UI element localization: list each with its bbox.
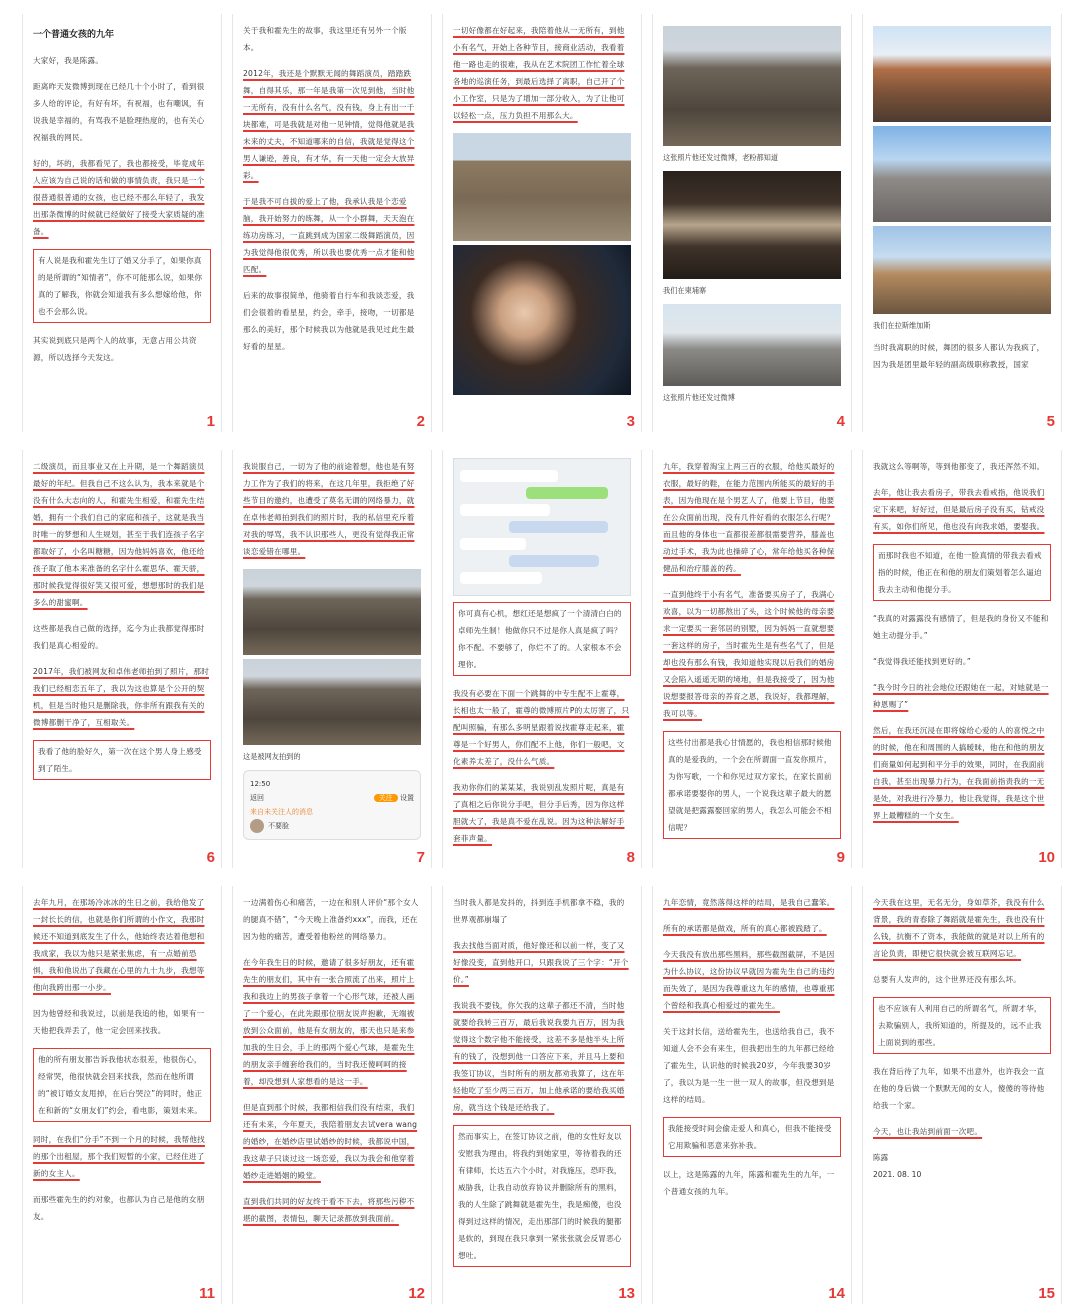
comment-boxed: 你可真有心机，想红还是想疯了一个清清白白的卓师先生制！他做你只不过是你人真是疯了吗？你不配。不要够了，你烂不了的。人家根本不会理你。 — [453, 602, 631, 676]
street-photo — [663, 304, 841, 386]
avatar — [250, 819, 264, 833]
paragraph: 距离昨天发微博到现在已经几十个小时了，看到很多人给的评论，有好有坏，有祝福，也有嘲讽，有说我是幸福的，有骂我不是脸理热度的，也有关心祝福我的网民。 — [33, 82, 205, 142]
paragraph-underlined: 去年九月，在那场冷冰冰的生日之前，我给他发了一封长长的信，也就是你们所谓的小作文，我那时候还不知道到底发生了什么，他始终表达着他想和我成家，我以为他只是紧张焦虑，有一点婚前恐惧，我和他说出了我藏在心里的九十九步，我想等他向我跨出那一小步。 — [33, 898, 205, 992]
paragraph-underlined: 今天，也让我站到前面一次吧。 — [873, 1127, 983, 1136]
paragraph: 以上，这是陈露的九年，陈露和霍先生的九年，一个普通女孩的九年。 — [663, 1170, 835, 1196]
paragraph: 而那些霍先生的约对象，也都认为自己是他的女朋友。 — [33, 1195, 205, 1221]
paragraph: 当时我离职的时候，舞团的很多人都认为我疯了，因为我是团里最年轻的副高级职称教授，国家 — [873, 343, 1045, 369]
paparazzi-photo-1 — [243, 569, 421, 655]
page-panel-15 — [862, 886, 1062, 1304]
photo-caption: 这张照片他还发过微博 — [663, 393, 735, 402]
paragraph-underlined: 2017年，我们被网友和卓伟老师拍到了照片，那时我们已经相恋五年了，我以为这也算是个公开的契机，但是当时他只是删除我，你非所有跟我有关的微博都删干净了，互相取关。 — [33, 667, 209, 727]
paragraph-boxed: 有人说是我和霍先生订了婚又分手了，如果你真的是所谓的“知情者”，你不可能那么说，如果你真的了解我，你就会知道我有多么想嫁给他，你也不会那么说。 — [33, 249, 211, 323]
paragraph: 关于我和霍先生的故事，我这里还有另外一个版本。 — [243, 26, 407, 52]
paragraph-underlined: 一切好像都在好起来，我陪着他从一无所有，到他小有名气，开始上各种节目，接商业活动，我看着他一路也走的很难，我从在艺术院团工作忙着全球各地的巡演任务，到最后选择了离职，自己开了个小工作室，只是为了增加一部分收入，为了让他可以轻松一点，压力负担不用那么大。 — [453, 26, 625, 120]
page-number: 3 — [626, 413, 635, 430]
overlook-couple-photo — [873, 226, 1051, 314]
back-link: 返回 — [250, 794, 264, 802]
signature-date: 2021. 08. 10 — [873, 1170, 922, 1179]
couple-photo-ruins — [453, 133, 631, 241]
paragraph: 因为他曾经和我说过，以前是我追的他，如果有一天他把我弄丢了，他一定会回来找我。 — [33, 1009, 205, 1035]
page-panel-2 — [232, 14, 432, 432]
page-number: 10 — [1038, 849, 1055, 866]
page-number: 4 — [836, 413, 845, 430]
page-number: 14 — [828, 1285, 845, 1302]
bridge-couple-photo — [873, 126, 1051, 222]
paragraph-boxed: 他的所有朋友都告诉我他状态很差，他很伤心，经常哭，他很快就会回来找我，然而在他所谓的“被订婚女友甩掉，在后台哭泣”的同时，他正在和新的“女朋友们”约会，看电影，策划未来。 — [33, 1048, 211, 1122]
paragraph-boxed: 也不应该有人利用自己的所谓名气，所谓才华，去欺骗别人，我所知道的，所提及的，远不止我上面说到的那些。 — [873, 997, 1051, 1054]
photo-caption: 这是被网友拍到的 — [243, 752, 301, 761]
follow-button: 关注 — [374, 794, 398, 802]
comment-underlined: 我劝你你们的某某某，我说别乱发照片呢，真是有了真相之后你说分手吧，但分手后秀，因为你这样胆就大了，我是真不爱在乱说。因为这种法解好手套菲声量。 — [453, 783, 625, 843]
paragraph-underlined: 九年，我穿着淘宝上两三百的衣服，给他买最好的衣服，最好的鞋，在能力范围内所能买的最好的手表，因为他现在是个男艺人了，他要上节目，他要在公众面前出现，没有几件好看的衣服怎么行呢？而且他的身体也一直都很差都很需要营养，膝盖也动过手术，我为此也操碎了心，常年给他买各种保健品和治疗膝盖的药。 — [663, 462, 835, 573]
page-panel-3 — [442, 14, 642, 432]
quote: “我真的对露露没有感情了，但是我的身份又不能和她主动提分手。” — [873, 614, 1049, 640]
chat-screenshot — [453, 458, 631, 596]
page-panel-14 — [652, 886, 852, 1304]
chat-bubble — [509, 555, 599, 567]
chat-bubble — [526, 487, 608, 499]
long-image-grid — [22, 14, 1062, 1304]
paragraph-underlined: 我说我不要钱，你欠我的这辈子都还不清，当时他就要给我转三百万，最后我说我要九百万，因为我觉得这个数字他不能接受，这差不多是他半头上所有的钱了，没想到他一口答应下来，并且马上要和我签订协议，当时所有的朋友都劝我算了，这在年轻他吃了至少两三百万，加上他承诺的要给我买婚房，就当这个钱是还给我了。 — [453, 1001, 625, 1112]
page-number: 2 — [416, 413, 425, 430]
paragraph: 我在背后待了九年，如果不出意外，也许我会一直在他的身后做一个默默无闻的女人，傻傻的等待他给我一个家。 — [873, 1067, 1045, 1110]
photo-caption: 我们在柬埔寨 — [663, 286, 707, 295]
paragraph-boxed: 这些付出都是我心甘情愿的，我也相信那时候他真的是爱我的，一个会在所谓面一直发你照片，为你写歌，一个和你见过双方家长，在家长面前都承诺要娶你的男人，一个说我这辈子最大的愿望就是把露露娶回家的男人，我怎么可能会不相信呢？ — [663, 731, 841, 839]
paragraph-underlined: 直到我们共同的好友终于看不下去，将那些污秽不堪的截图，表情包，聊天记录都放到我面前。 — [243, 1197, 415, 1223]
paragraph-underlined: 但是直到那个时候，我都相信我们没有结束，我们还有未来，今年夏天，我陪着朋友去试vera wang的婚纱，在婚纱店里试婚纱的时候，我都说中国，我这辈子只谈过这一场恋爱，我以为我会和他穿着婚纱走进婚姻的殿堂。 — [243, 1103, 418, 1180]
paparazzi-photo-2 — [243, 659, 421, 745]
paragraph: 总要有人发声的，这个世界还没有那么坏。 — [873, 975, 1022, 984]
page-number: 15 — [1038, 1285, 1055, 1302]
paragraph: 我就这么等啊等，等到他都变了，我还浑然不知。 — [873, 462, 1045, 471]
paragraph: 当时我人都是发抖的，抖到连手机都拿不稳，我的世界观都崩塌了 — [453, 898, 625, 924]
paragraph-underlined: 同时，在我们“分手”不到一个月的时候，我帮他找的那个出租屋，那个我们短暂的小家，已经住进了新的女主人。 — [33, 1135, 205, 1178]
paragraph: 其实说到底只是两个人的故事，无意占用公共资源，所以选择今天发这。 — [33, 336, 197, 362]
quote: “我觉得我还能找到更好的。” — [873, 657, 971, 666]
paragraph: 一边满着伤心和痛苦，一边在和别人评价“那个女人的腿真不错”，“今天晚上准备约xxx”，而我，还在因为他的痛苦，遭受着他粉丝的网络暴力。 — [243, 898, 419, 941]
paragraph-underlined: 所有的承诺都是做戏，所有的真心都被践踏了。 — [663, 924, 827, 933]
paragraph-underlined: 我去找他当面对质，他好像还和以前一样，变了又好像没变，直到他开口，只跟我说了三个字：“开个价。” — [453, 941, 629, 984]
paragraph-underlined: 我说服自己，一切为了他的前途着想，他也是有努力工作为了我们的将来，在这几年里，我拒绝了好些节目的邀约，也遭受了莫名无谓的网络暴力，就在卓伟老师拍到我们的照片时，我的私信里充斥着对我的辱骂，我不认识那些人，更没有觉得我正常谈恋爱错在哪里。 — [243, 462, 415, 556]
page-number: 5 — [1046, 413, 1055, 430]
paragraph-underlined: 然后，在我还沉浸在即将嫁给心爱的人的喜悦之中的时候，他在和周围的人搞暧昧，他在和他的朋友们商量如何起到和平分手的效果，同时，在我面前自我，甚至出现暴力行为，在我面前指责我的一无是处，对我进行冷暴力，他让我觉得，我是这个世界上最糟糕的一个女生。 — [873, 726, 1045, 820]
page-panel-5 — [862, 14, 1062, 432]
paragraph-boxed: 我看了他的脸好久，第一次在这个男人身上感受到了陌生。 — [33, 740, 211, 780]
page-number: 1 — [206, 413, 215, 430]
paragraph-underlined: 在今年我生日的时候，邀请了很多好朋友，还有霍先生的朋友们，其中有一张合照流了出来，照片上我和我边上的男孩子拿着一个心形气球，还被人画了一个爱心，在此先跟那位朋友说声抱歉，无端被放到公众面前，他是有女朋友的，那天也只是来参加我的生日会，手上的那两个爱心气球，是霍先生的朋友亲手缠套给我们的，当时我还傻呵呵的接着，却没想到人家想看的是这一手。 — [243, 958, 415, 1086]
paragraph-underlined: 二级演员，而且事业又在上升期，是一个舞蹈演员最好的年纪。但我自己不这么认为，我本来就是个没有什么大志向的人，和霍先生相爱，和霍先生结婚，拥有一个我们自己的家庭和孩子，这就是我当时唯一的梦想和人生规划，甚至于我们连孩子名字都取好了，小名叫糖糖，因为他妈妈喜欢，他还给孩子取了他本来准备的名字什么霍思华、霍天骄，那时候我觉得很好笑又很可爱，想想那时的我们是多么的甜蜜啊。 — [33, 462, 205, 607]
page-panel-4 — [652, 14, 852, 432]
paragraph-boxed: 而那时我也不知道，在他一脸真情的带我去看戒指的时候，他正在和他的朋友们策划着怎么逼迫我去主动和他提分手。 — [873, 544, 1051, 601]
chat-bubble — [460, 504, 550, 516]
comment-underlined: 我没有必要在下面一个跳舞的中专生配不上霍尊，长相也太一般了，霍尊的微博照片P的太厉害了，只配叫照骗，有那么多明星跟着说找霍尊走起来，霍尊是一个好男人，你们配不上他，你们一般吧，文化素养太差了，没什么气质。 — [453, 689, 630, 766]
page-number: 13 — [618, 1285, 635, 1302]
page-panel-13 — [442, 886, 642, 1304]
page-number: 12 — [408, 1285, 425, 1302]
paragraph-underlined: 今天我没有放出那些黑料，那些截图截屏，不是因为什么协议，这份协议早就因为霍先生自己的违约而失效了，是因为我尊重这九年的感情，也尊重那个曾经和我真心相爱过的霍先生。 — [663, 950, 835, 1010]
quote-underlined: “我今时今日的社会地位还跟她在一起，对她就是一种恩赐了” — [873, 683, 1049, 709]
paragraph-underlined: 2012年，我还是个默默无闻的舞蹈演员，踏踏跌舞，自得其乐，那一年是我第一次见到他，当时他一无所有，没有什么名气，没有钱，身上有出一千块都难，可是我就是对他一见钟情，觉得他就是我未来的丈夫，不知道哪来的自信，我就是觉得这个男人谦逊，善良，有才华，有一天他一定会大放异彩。 — [243, 69, 415, 180]
paragraph-boxed: 然而事实上，在签订协议之前，他的女性好友以安慰我为理由，将我约到她家里，等待着我的还有律师，长达五六个小时，对我施压，恐吓我，威胁我，让我自动放弃协议并删除所有的黑料，我的人生除了跳舞就是霍先生，我是痴傻，也没得到过这样的情况，走出那部门的时候我的腿都是软的，到现在我只拿到一紧张张就会反胃恶心想吐。 — [453, 1125, 631, 1267]
paragraph-underlined: 于是我不可自拔的爱上了他，我承认我是个恋爱脑，我开始努力的练舞，从一个小群舞，天天泡在练功房练习，一直跳到成为国家二级舞蹈演员，因为我觉得他很优秀，所以我也要优秀一点才能和他匹配。 — [243, 197, 415, 274]
paragraph-underlined: 九年恋情，竟然落得这样的结局，是我自己蠢笨。 — [663, 898, 835, 907]
paragraph-underlined: 去年，他让我去看房子，带我去看戒指，他说我们定下来吧，好好过，但是最后房子没有买，钻戒没有买，如你们所见，他也没有向我求婚，要娶我。 — [873, 488, 1045, 531]
page-number: 7 — [416, 849, 425, 866]
page-panel-12 — [232, 886, 432, 1304]
paragraph: 这些都是我自己做的选择，迄今为止我都觉得那时我们是真心相爱的。 — [33, 624, 205, 650]
paragraph: 大家好，我是陈露。 — [33, 56, 104, 65]
paragraph-underlined: 今天我在这里，无名无分，身如草芥，我没有什么背景，我的青春除了舞蹈就是霍先生，我也没有什么钱，抗衡不了资本，我能做的就是对以上所有的言论负责，即便它很快就会被互联网忘记。 — [873, 898, 1045, 958]
page-number: 8 — [626, 849, 635, 866]
chat-bubble — [460, 538, 526, 550]
canyon-couple-photo — [873, 26, 1051, 122]
status-time: 12:50 — [250, 780, 271, 788]
paragraph: 关于这封长信，送给霍先生，也送给我自己，我不知道人会不会有来生，但我把出生的九年都已经给了霍先生，认识他的时候我20岁，今年我要30岁了，我以为是一生一世一双人的故事，但没想到是这样的结局。 — [663, 1027, 835, 1104]
chat-bubble — [509, 521, 607, 533]
stone-gate-photo — [663, 171, 841, 279]
signature-name: 陈露 — [873, 1153, 889, 1162]
page-number: 9 — [836, 849, 845, 866]
page-panel-10 — [862, 450, 1062, 868]
photo-caption: 我们在拉斯维加斯 — [873, 321, 931, 330]
chat-bubble — [460, 470, 558, 482]
page-panel-11 — [22, 886, 222, 1304]
photo-caption: 这张照片他还发过微博，老粉都知道 — [663, 153, 779, 162]
paragraph-underlined: 一直到他终于小有名气，准备要买房子了，我满心欢喜，以为一切都熬出了头，这个时候他的母亲要求一定要买一套邻居的别墅，因为妈妈一直就想要一套这样的房子，当时霍先生是有些名气了，但是却也没有那么有钱，我知道他实现以后我们的婚房又会陷入遥遥无期的境地，但是我接受了，因为他说想要报答母亲的养育之恩，我说好，我都理解，我可以等。 — [663, 590, 835, 718]
temple-photo — [663, 26, 841, 146]
page-panel-8 — [442, 450, 642, 868]
paragraph: 后来的故事很简单，他骑着自行车和我谈恋爱，我们会很着的看星星，约会，牵手，接吻，一切都是那么的美好，那个时候我以为他就是我见过此生最好看的星星。 — [243, 291, 415, 351]
settings-link: 设置 — [400, 794, 414, 802]
reply-text: 不要脸 — [268, 822, 289, 830]
page-panel-1 — [22, 14, 222, 432]
sub-note: 来自未关注人的消息 — [250, 808, 313, 816]
page-number: 11 — [199, 1285, 215, 1302]
phone-screenshot — [243, 770, 421, 840]
paragraph-underlined: 好的，坏的，我都看见了，我也都接受，毕竟成年人应该为自己说的话和做的事情负责，我只是一个很普通很普通的女孩，也已经不那么年轻了，我发出那条微博的时候就已经做好了接受大家质疑的准备。 — [33, 159, 205, 236]
chat-bubble — [460, 572, 542, 584]
page-number: 6 — [206, 849, 215, 866]
page-panel-7 — [232, 450, 432, 868]
couple-selfie-photo — [453, 245, 631, 395]
page-panel-9 — [652, 450, 852, 868]
page-panel-6 — [22, 450, 222, 868]
article-title: 一个普通女孩的九年 — [33, 30, 115, 40]
paragraph-boxed: 我能接受时间会偷走爱人和真心，但我不能接受它用欺骗和恶意来弥补我。 — [663, 1117, 841, 1157]
